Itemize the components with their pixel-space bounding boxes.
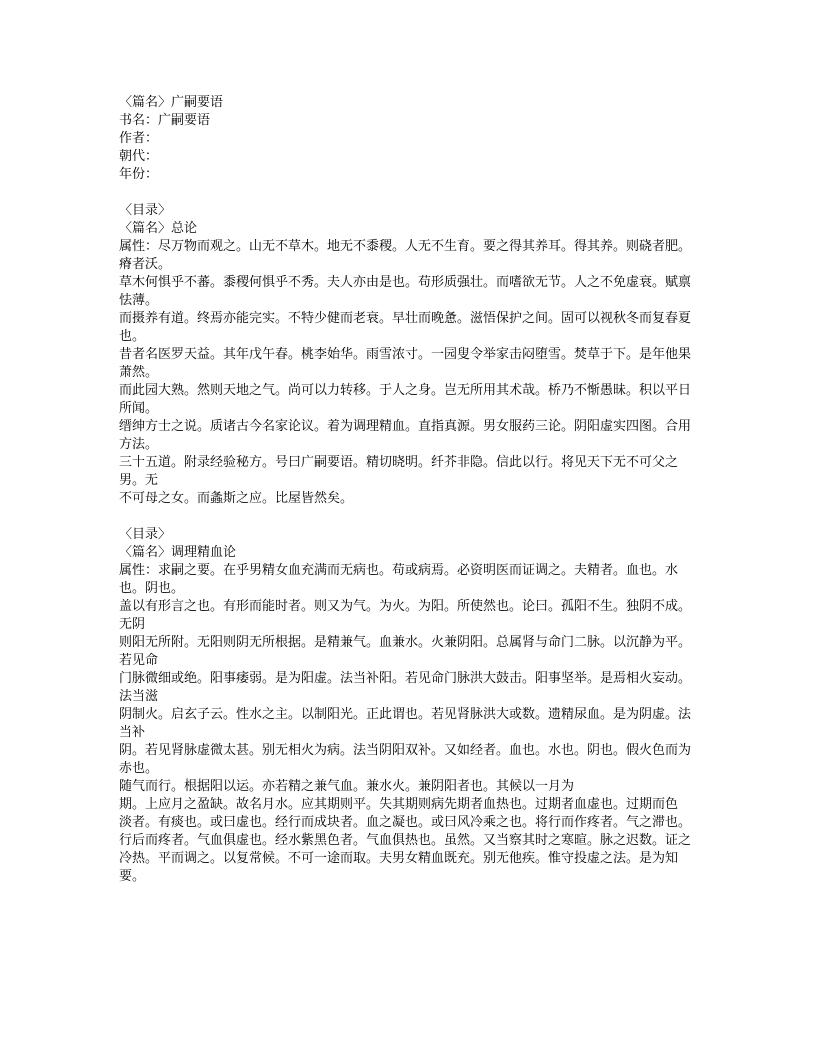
document-header xyxy=(119,94,699,184)
header-pian-ming: 〈篇名〉广嗣要语 xyxy=(119,95,224,110)
paragraph-line: 随气而行。根据阳以运。亦若精之兼气血。兼水火。兼阴阳者也。其候以一月为 xyxy=(119,779,575,794)
header-shu-ming: 书名：广嗣要语 xyxy=(119,113,211,128)
paragraph-line: 而此园大熟。然则天地之气。尚可以力转移。于人之身。岂无所用其术哉。桥乃不惭愚昧。积以平日所闻。 xyxy=(119,383,692,416)
header-chao-dai: 朝代： xyxy=(119,149,159,164)
paragraph-line: 冷热。平而调之。以复常候。不可一途而取。夫男女精血既充。别无他疾。惟守投虚之法。是为知要。 xyxy=(119,851,679,884)
section-zong-lun xyxy=(119,202,699,508)
blank-line xyxy=(119,184,699,202)
paragraph-line: 不可母之女。而螽斯之应。比屋皆然矣。 xyxy=(119,491,354,506)
header-nian-fen: 年份： xyxy=(119,167,159,182)
paragraph-line: 淡者。有痰也。或曰虚也。经行而成块者。血之凝也。或曰风冷乘之也。将行而作疼者。气之滞也。 xyxy=(119,815,692,830)
paragraph-line: 阴制火。启玄子云。性水之主。以制阳光。正此谓也。若见肾脉洪大或数。遗精尿血。是为阴虚。法当补 xyxy=(119,707,692,740)
section-title: 〈篇名〉总论 xyxy=(119,221,198,236)
paragraph-line: 而摄养有道。终焉亦能完实。不特少健而老衰。早壮而晚惫。滋悟保护之间。固可以视秋冬而复春夏也。 xyxy=(119,311,692,344)
header-zuo-zhe: 作者： xyxy=(119,131,159,146)
paragraph-line: 缙绅方士之说。质诸古今名家论议。着为调理精血。直指真源。男女服药三论。阴阳虚实四图。合用方法。 xyxy=(119,419,692,452)
paragraph-line: 属性：尽万物而观之。山无不草木。地无不黍稷。人无不生育。要之得其养耳。得其养。则硗者肥。瘠者沃。 xyxy=(119,239,692,272)
section-title: 〈篇名〉调理精血论 xyxy=(119,545,237,560)
paragraph-line: 属性：求嗣之要。在乎男精女血充满而无病也。苟或病焉。必资明医而证调之。夫精者。血也。水也。阴也。 xyxy=(119,563,679,596)
paragraph-line: 门脉微细或绝。阳事痿弱。是为阳虚。法当补阳。若见命门脉洪大鼓击。阳事坚举。是焉相火妄动。法当滋 xyxy=(119,671,692,704)
paragraph-line: 三十五道。附录经验秘方。号曰广嗣要语。精切晓明。纤芥非隐。信此以行。将见天下无不可父之男。无 xyxy=(119,455,679,488)
paragraph-line: 昔者名医罗天益。其年戊午春。桃李始华。雨雪浓寸。一园叟令举家击闷堕雪。焚草于下。是年他果萧然。 xyxy=(119,347,692,380)
document-page xyxy=(119,94,699,886)
paragraph-line: 行后而疼者。气血俱虚也。经水紫黑色者。气血俱热也。虽然。又当察其时之寒暄。脉之迟数。证之 xyxy=(119,833,692,848)
section-mulu: 〈目录〉 xyxy=(119,527,172,542)
paragraph-line: 盖以有形言之也。有形而能时者。则又为气。为火。为阳。所使然也。论曰。孤阳不生。独阴不成。无阴 xyxy=(119,599,692,632)
section-mulu: 〈目录〉 xyxy=(119,203,172,218)
paragraph-line: 期。上应月之盈缺。故名月水。应其期则平。失其期则病先期者血热也。过期者血虚也。过期而色 xyxy=(119,797,679,812)
paragraph-line: 阴。若见肾脉虚微太甚。别无相火为病。法当阴阳双补。又如经者。血也。水也。阴也。假火色而为赤也。 xyxy=(119,743,692,776)
paragraph-line: 草木何惧乎不蕃。黍稷何惧乎不秀。夫人亦由是也。苟形质强壮。而嗜欲无节。人之不免虚衰。赋禀怯薄。 xyxy=(119,275,692,308)
section-tiao-li-jing-xue xyxy=(119,526,699,886)
paragraph-line: 则阳无所附。无阳则阴无所根据。是精兼气。血兼水。火兼阴阳。总属肾与命门二脉。以沉静为平。若见命 xyxy=(119,635,692,668)
blank-line xyxy=(119,508,699,526)
